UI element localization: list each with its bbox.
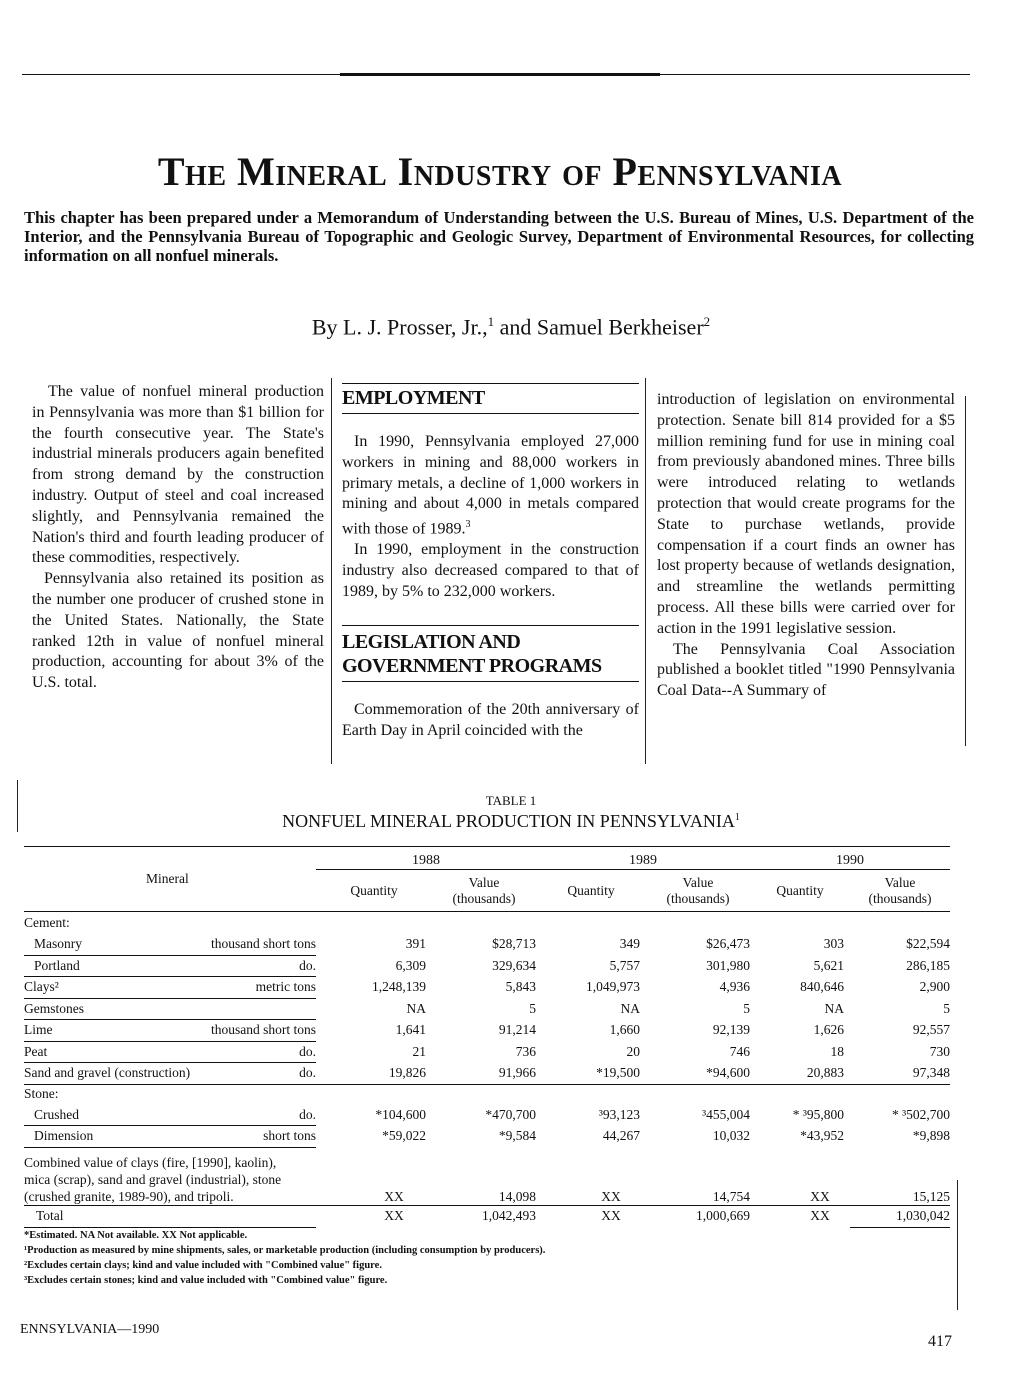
total-v90: 1,030,042: [850, 1205, 950, 1227]
column-divider-1: [331, 378, 332, 764]
table-label: TABLE 1: [485, 793, 537, 808]
table-row: [24, 1020, 950, 1042]
cell-v89: 10,032: [712, 1128, 750, 1144]
combined-label: [24, 1147, 316, 1205]
row-unit: do.: [299, 957, 316, 973]
row-unit: short tons: [263, 1128, 316, 1144]
row-label: [24, 934, 316, 956]
combined-label-line-3: (crushed granite, 1989-90), and tripoli.: [24, 1188, 234, 1204]
row-label: [24, 955, 316, 977]
byline-author-1: By L. J. Prosser, Jr.,: [311, 314, 488, 340]
cell-q89: 20: [626, 1043, 640, 1059]
row-mineral-name: Portland: [34, 957, 80, 973]
col1-paragraph-1: The value of nonfuel mineral production in Pennsylvania was more than $1 billion for the fourth consecutive year. The State's industrial minerals producers again benefited from strong demand by the construction industry. Output of steel and coal increased slightly, and Pennsylvania remained the Nation's third and fourth leading producer of these commodities, respectively.: [32, 383, 324, 567]
cell-v89: 301,980: [706, 957, 750, 973]
row-label: [24, 998, 316, 1020]
cell-q89: 44,267: [602, 1128, 640, 1144]
top-rule-accent: [340, 73, 660, 76]
header-value-1990: [850, 870, 950, 912]
intro-paragraph: This chapter has been prepared under a Memorandum of Understanding between the U.S. Bureau of Mines, U.S. Department of the Interior, and the Pennsylvania Bureau of Topographic and Geologic Survey, Department of Environmental Resources, for collecting information on all nonfuel minerals.: [24, 208, 974, 265]
cell-v89: 92,139: [712, 1022, 750, 1038]
cell-q90: 5,621: [813, 957, 844, 973]
row-label: [24, 1063, 316, 1085]
cell-v89: ³455,004: [702, 1106, 750, 1122]
cell-v89: 5: [743, 1000, 750, 1016]
cell-q90: *43,952: [800, 1128, 844, 1144]
row-label: [24, 1020, 316, 1042]
cell-q90: 18: [830, 1043, 844, 1059]
column-divider-2: [645, 378, 646, 764]
header-year-1989: 1989: [536, 847, 750, 870]
combined-q89: XX: [601, 1188, 621, 1204]
section-heading-legislation-line-2: GOVERNMENT PROGRAMS: [342, 654, 602, 677]
footnote-3: ³Excludes certain stones; kind and value included with "Combined value" figure.: [24, 1275, 388, 1286]
column-2: [342, 383, 639, 741]
cell-v88: *470,700: [485, 1106, 536, 1122]
row-label: [24, 1126, 316, 1148]
cell-q90: 840,646: [800, 979, 844, 995]
table-row: [24, 1041, 950, 1063]
row-unit: metric tons: [255, 979, 316, 995]
table-row-total: [24, 1205, 950, 1227]
col2-paragraph-3: Commemoration of the 20th anniversary of Earth Day in April coincided with the: [342, 700, 639, 739]
header-value-unit: (thousands): [666, 890, 730, 906]
table-row: [24, 934, 950, 956]
cell-v90: 92,557: [912, 1022, 950, 1038]
table-caption-footnote: 1: [734, 812, 740, 823]
cell-q88: NA: [406, 1000, 426, 1016]
group-label-cement: Cement:: [24, 914, 70, 930]
cell-q90: 1,626: [813, 1022, 844, 1038]
cell-q89: NA: [620, 1000, 640, 1016]
col3-paragraph-2: The Pennsylvania Coal Association published a booklet titled "1990 Pennsylvania Coal Data--A Summary of: [657, 640, 955, 700]
footnote-2: ²Excludes certain clays; kind and value included with "Combined value" figure.: [24, 1260, 382, 1271]
col2-footnote-3: 3: [465, 519, 471, 531]
row-unit: do.: [299, 1065, 316, 1081]
row-mineral-name: Dimension: [34, 1128, 94, 1144]
group-label-stone: Stone:: [24, 1084, 950, 1104]
cell-v88: 5: [529, 1000, 536, 1016]
header-value-unit: (thousands): [452, 890, 516, 906]
footnote-estimated: *Estimated. NA Not available. XX Not applicable.: [24, 1230, 248, 1241]
combined-q90: XX: [810, 1188, 830, 1204]
table-row: [24, 998, 950, 1020]
table-caption: [0, 811, 1022, 832]
cell-q89: 349: [619, 936, 640, 952]
section-rule: [342, 383, 639, 384]
combined-label-line-1: Combined value of clays (fire, [1990], kaolin),: [24, 1154, 277, 1170]
header-quantity-1989: Quantity: [567, 882, 615, 898]
byline-author-2: and Samuel Berkheiser: [494, 314, 704, 340]
table-row: [24, 977, 950, 999]
footnote-1: ¹Production as measured by mine shipments, sales, or marketable production (including consumption by producers).: [24, 1245, 546, 1256]
cell-v88: 5,843: [505, 979, 536, 995]
cell-q88: *104,600: [375, 1106, 426, 1122]
cell-v90: 5: [943, 1000, 950, 1016]
combined-v90: 15,125: [912, 1188, 950, 1204]
page-number: 417: [928, 1333, 952, 1350]
header-value-1989: [646, 870, 750, 912]
row-unit: thousand short tons: [210, 936, 316, 951]
cell-v88: 91,966: [498, 1065, 536, 1080]
row-label: [24, 977, 316, 999]
col2-paragraph-1-text: In 1990, Pennsylvania employed 27,000 workers in mining and 88,000 workers in primary metals, a decline of 1,000 workers in mining and about 4,000 in metals compared with those of 1989.: [342, 433, 639, 538]
table-row: [24, 1126, 950, 1148]
cell-q89: *19,500: [596, 1065, 640, 1080]
section-heading-employment: EMPLOYMENT: [342, 387, 485, 409]
total-label: Total: [24, 1205, 316, 1227]
table-body-cement-to-sand: [24, 934, 950, 1085]
combined-v88: 14,098: [498, 1188, 536, 1204]
page-title: The Mineral Industry of Pennsylvania: [157, 149, 843, 194]
total-v88: 1,042,493: [432, 1205, 536, 1227]
cell-q89: 1,660: [609, 1022, 640, 1038]
cell-v90: * ³502,700: [891, 1106, 950, 1122]
row-mineral-name: Masonry: [34, 936, 82, 951]
cell-q88: *59,022: [382, 1128, 426, 1144]
cell-q88: 19,826: [388, 1065, 426, 1080]
cell-v88: 736: [515, 1043, 536, 1059]
header-value-label: Value: [884, 874, 916, 890]
cell-v88: 91,214: [498, 1022, 536, 1038]
column-divider-right: [965, 396, 966, 746]
cell-v90: 2,900: [919, 979, 950, 995]
cell-v88: $28,713: [492, 936, 536, 952]
cell-q88: 6,309: [395, 957, 426, 973]
col3-paragraph-1: introduction of legislation on environmental protection. Senate bill 814 provided for a $5 million remining fund for use in mining coal from previously abandoned mines. Three bills were introduced relating to wetlands protection that would create programs for the State to purchase wetlands, provide compensation if a court finds an owner has lost property because of wetlands designation, and streamline the wetlands permitting process. All these bills were carried over for action in the 1991 legislative session.: [657, 391, 955, 637]
row-label: [24, 1041, 316, 1063]
table-caption-text: NONFUEL MINERAL PRODUCTION IN PENNSYLVANIA: [282, 811, 735, 831]
cell-q88: 1,641: [395, 1022, 426, 1038]
table-row-combined: [24, 1147, 950, 1205]
total-q90: XX: [750, 1205, 850, 1227]
total-v89: 1,000,669: [646, 1205, 750, 1227]
row-unit: thousand short tons: [210, 1022, 316, 1038]
header-quantity-1988: Quantity: [350, 882, 398, 898]
header-value-label: Value: [682, 874, 714, 890]
cell-v89: 4,936: [719, 979, 750, 995]
cell-v89: 746: [729, 1043, 750, 1059]
running-footer: ENNSYLVANIA—1990: [20, 1322, 160, 1337]
section-heading-legislation: [342, 630, 639, 678]
production-table: [24, 846, 950, 1228]
cell-q88: 1,248,139: [372, 979, 426, 995]
row-unit: do.: [299, 1043, 316, 1059]
cell-q90: 20,883: [806, 1065, 844, 1080]
row-unit: do.: [299, 1106, 316, 1122]
byline-footnote-2: 2: [703, 314, 711, 329]
combined-q88: XX: [384, 1188, 404, 1204]
row-mineral-name: Sand and gravel (construction): [24, 1065, 191, 1081]
column-1: [32, 382, 324, 694]
cell-v88: 329,634: [492, 957, 536, 973]
cell-v90: 286,185: [906, 957, 950, 973]
header-value-label: Value: [468, 874, 500, 890]
cell-q89: ³93,123: [598, 1106, 640, 1122]
table-row: [24, 1104, 950, 1126]
cell-q88: 391: [405, 936, 426, 952]
cell-v90: $22,594: [906, 936, 950, 952]
table-body-stone: [24, 1104, 950, 1147]
cell-v89: *94,600: [706, 1065, 750, 1080]
table-group-cement: [24, 912, 950, 934]
row-mineral-name: Peat: [24, 1043, 48, 1059]
table-row: [24, 955, 950, 977]
table-group-stone: [24, 1084, 950, 1104]
col2-paragraph-1: [342, 432, 639, 540]
cell-v90: 730: [929, 1043, 950, 1059]
cell-v89: $26,473: [706, 936, 750, 952]
header-value-unit: (thousands): [868, 890, 932, 906]
col1-paragraph-2: Pennsylvania also retained its position as the number one producer of crushed stone in the United States. Nationally, the State ranked 12th in value of nonfuel mineral production, accounting for about 3% of the U.S. total.: [32, 570, 324, 692]
row-label: [24, 1104, 316, 1126]
header-mineral: Mineral: [146, 871, 189, 886]
col2-paragraph-2: In 1990, employment in the construction industry also decreased compared to that of 1989, by 5% to 232,000 workers.: [342, 541, 639, 600]
cell-q90: * ³95,800: [792, 1106, 844, 1122]
byline-footnote-1: 1: [487, 314, 495, 329]
table-row: [24, 1063, 950, 1085]
cell-v90: *9,898: [912, 1128, 950, 1144]
total-q89: XX: [536, 1205, 646, 1227]
total-q88: XX: [316, 1205, 432, 1227]
cell-v88: *9,584: [498, 1128, 536, 1144]
row-mineral-name: Clays²: [24, 979, 59, 995]
header-year-1988: 1988: [316, 847, 536, 870]
cell-q89: 5,757: [609, 957, 640, 973]
cell-q88: 21: [412, 1043, 426, 1059]
combined-label-line-2: mica (scrap), sand and gravel (industrial), stone: [24, 1171, 282, 1187]
row-mineral-name: Gemstones: [24, 1000, 84, 1016]
header-quantity-1990: Quantity: [776, 882, 824, 898]
right-margin-mark: [957, 1180, 958, 1310]
header-year-1990: 1990: [750, 847, 950, 870]
combined-v89: 14,754: [712, 1188, 750, 1204]
column-3: [657, 390, 955, 702]
byline: [0, 314, 1022, 340]
section-heading-legislation-line-1: LEGISLATION AND: [342, 630, 521, 653]
cell-q90: 303: [823, 936, 844, 952]
cell-v90: 97,348: [912, 1065, 950, 1080]
table-header-years: [24, 847, 950, 870]
cell-q89: 1,049,973: [586, 979, 640, 995]
section-rule: [342, 625, 639, 626]
cell-q90: NA: [824, 1000, 844, 1016]
row-mineral-name: Crushed: [34, 1106, 79, 1122]
header-value-1988: [432, 870, 536, 912]
row-mineral-name: Lime: [24, 1022, 53, 1038]
